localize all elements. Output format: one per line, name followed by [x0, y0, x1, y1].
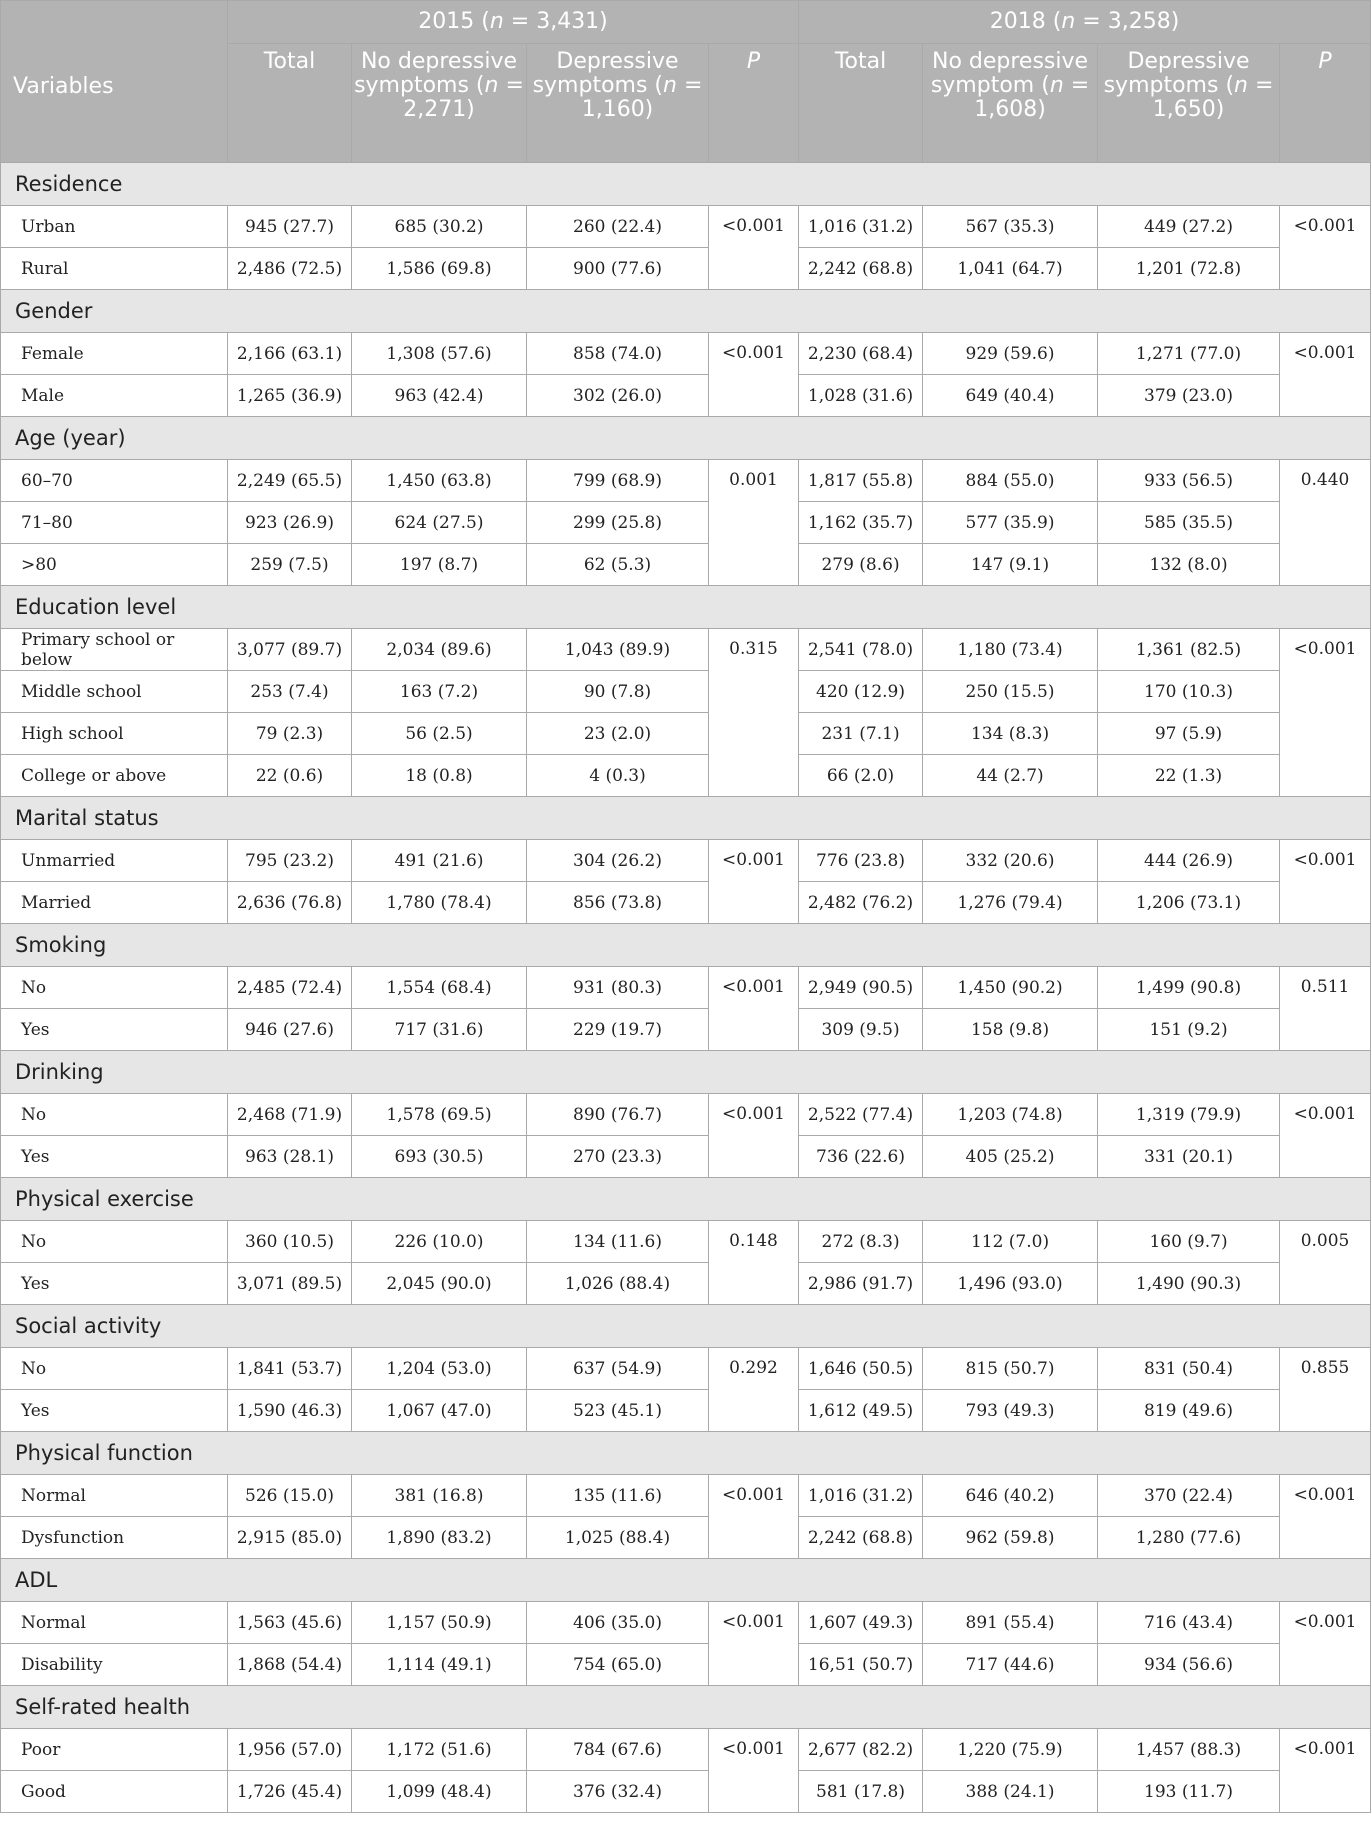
section-row	[1, 1305, 1371, 1348]
total-2015-cell: 2,249 (65.5)	[228, 460, 352, 502]
total-2018-cell: 736 (22.6)	[799, 1136, 923, 1178]
total-2015-cell: 259 (7.5)	[228, 544, 352, 586]
p-value-2018-cell: 0.005	[1280, 1221, 1371, 1305]
total-2018-cell: 272 (8.3)	[799, 1221, 923, 1263]
total-2015-cell: 795 (23.2)	[228, 840, 352, 882]
no-depressive-2015-cell: 1,099 (48.4)	[352, 1771, 527, 1813]
total-2018-cell: 309 (9.5)	[799, 1009, 923, 1051]
table-row	[1, 460, 1371, 502]
depressive-2015-cell: 799 (68.9)	[527, 460, 709, 502]
row-label: 71–80	[1, 502, 228, 544]
section-title: Drinking	[1, 1051, 1371, 1094]
depressive-2018-cell: 449 (27.2)	[1098, 206, 1280, 248]
depressive-2018-cell: 934 (56.6)	[1098, 1644, 1280, 1686]
total-2018-cell: 2,541 (78.0)	[799, 629, 923, 671]
depressive-2018-cell: 933 (56.5)	[1098, 460, 1280, 502]
section-row	[1, 586, 1371, 629]
depressive-2015-cell: 406 (35.0)	[527, 1602, 709, 1644]
no-depressive-2015-cell: 2,045 (90.0)	[352, 1263, 527, 1305]
depressive-2018-cell: 1,490 (90.3)	[1098, 1263, 1280, 1305]
row-label: Rural	[1, 248, 228, 290]
depressive-2018-cell: 1,457 (88.3)	[1098, 1729, 1280, 1771]
total-2015-cell: 1,563 (45.6)	[228, 1602, 352, 1644]
depressive-2015-cell: 856 (73.8)	[527, 882, 709, 924]
row-label: No	[1, 967, 228, 1009]
total-2015-cell: 526 (15.0)	[228, 1475, 352, 1517]
p-value-2018-cell: 0.855	[1280, 1348, 1371, 1432]
no-depressive-2018-cell: 134 (8.3)	[923, 713, 1098, 755]
table-row	[1, 629, 1371, 671]
table-body	[1, 163, 1371, 1813]
table-row	[1, 502, 1371, 544]
depressive-2018-cell: 1,271 (77.0)	[1098, 333, 1280, 375]
row-label: Unmarried	[1, 840, 228, 882]
row-label: Female	[1, 333, 228, 375]
row-label: Normal	[1, 1475, 228, 1517]
total-2015-header: Total	[228, 44, 352, 163]
total-2015-cell: 2,486 (72.5)	[228, 248, 352, 290]
depressive-2018-cell: 1,201 (72.8)	[1098, 248, 1280, 290]
depressive-2018-cell: 170 (10.3)	[1098, 671, 1280, 713]
depressive-2018-cell: 1,499 (90.8)	[1098, 967, 1280, 1009]
table-row	[1, 840, 1371, 882]
no-depressive-2015-cell: 2,034 (89.6)	[352, 629, 527, 671]
p-value-2015-cell: 0.001	[709, 460, 799, 586]
depressive-2015-header: Depressive symptoms (n = 1,160)	[527, 44, 709, 163]
depressive-2018-cell: 22 (1.3)	[1098, 755, 1280, 797]
p-value-2015-cell: <0.001	[709, 1729, 799, 1813]
depressive-2015-cell: 135 (11.6)	[527, 1475, 709, 1517]
no-depressive-2015-cell: 491 (21.6)	[352, 840, 527, 882]
table-row	[1, 713, 1371, 755]
section-title: Physical function	[1, 1432, 1371, 1475]
p-value-2018-cell: <0.001	[1280, 1094, 1371, 1178]
table-row	[1, 1348, 1371, 1390]
no-depressive-2015-cell: 1,450 (63.8)	[352, 460, 527, 502]
total-2015-cell: 945 (27.7)	[228, 206, 352, 248]
no-depressive-2018-cell: 929 (59.6)	[923, 333, 1098, 375]
row-label: Poor	[1, 1729, 228, 1771]
table-row	[1, 967, 1371, 1009]
no-depressive-2018-cell: 649 (40.4)	[923, 375, 1098, 417]
row-label: No	[1, 1348, 228, 1390]
total-2015-cell: 963 (28.1)	[228, 1136, 352, 1178]
p-value-2018-cell: 0.440	[1280, 460, 1371, 586]
p-value-2015-cell: 0.315	[709, 629, 799, 797]
total-2018-cell: 581 (17.8)	[799, 1771, 923, 1813]
no-depressive-2018-cell: 577 (35.9)	[923, 502, 1098, 544]
no-depressive-2018-cell: 793 (49.3)	[923, 1390, 1098, 1432]
no-depressive-2015-cell: 717 (31.6)	[352, 1009, 527, 1051]
year-2018-header: 2018 (n = 3,258)	[799, 1, 1371, 44]
section-title: Residence	[1, 163, 1371, 206]
section-title: Gender	[1, 290, 1371, 333]
no-depressive-2018-cell: 158 (9.8)	[923, 1009, 1098, 1051]
no-depressive-2018-cell: 717 (44.6)	[923, 1644, 1098, 1686]
section-title: Self-rated health	[1, 1686, 1371, 1729]
total-2018-cell: 1,016 (31.2)	[799, 206, 923, 248]
p-value-2018-cell: <0.001	[1280, 1729, 1371, 1813]
no-depressive-2018-cell: 405 (25.2)	[923, 1136, 1098, 1178]
section-title: Smoking	[1, 924, 1371, 967]
table-row	[1, 1729, 1371, 1771]
p-value-2015-cell: <0.001	[709, 840, 799, 924]
total-2015-cell: 923 (26.9)	[228, 502, 352, 544]
row-label: Primary school or below	[1, 629, 228, 671]
depressive-2018-cell: 193 (11.7)	[1098, 1771, 1280, 1813]
p-value-2018-cell: <0.001	[1280, 1475, 1371, 1559]
depressive-2018-cell: 819 (49.6)	[1098, 1390, 1280, 1432]
row-label: >80	[1, 544, 228, 586]
section-row	[1, 163, 1371, 206]
depressive-2015-cell: 270 (23.3)	[527, 1136, 709, 1178]
total-2018-cell: 1,646 (50.5)	[799, 1348, 923, 1390]
no-depressive-2015-cell: 1,780 (78.4)	[352, 882, 527, 924]
depressive-2015-cell: 376 (32.4)	[527, 1771, 709, 1813]
total-2015-cell: 3,071 (89.5)	[228, 1263, 352, 1305]
table-row	[1, 1771, 1371, 1813]
no-depressive-2018-cell: 891 (55.4)	[923, 1602, 1098, 1644]
section-title: Physical exercise	[1, 1178, 1371, 1221]
total-2015-cell: 946 (27.6)	[228, 1009, 352, 1051]
no-depressive-2015-cell: 1,586 (69.8)	[352, 248, 527, 290]
total-2015-cell: 1,265 (36.9)	[228, 375, 352, 417]
no-depressive-2015-cell: 56 (2.5)	[352, 713, 527, 755]
total-2018-cell: 66 (2.0)	[799, 755, 923, 797]
table-row	[1, 1136, 1371, 1178]
no-depressive-2018-cell: 567 (35.3)	[923, 206, 1098, 248]
depressive-2015-cell: 23 (2.0)	[527, 713, 709, 755]
depressive-2018-cell: 331 (20.1)	[1098, 1136, 1280, 1178]
no-depressive-2018-cell: 646 (40.2)	[923, 1475, 1098, 1517]
p-2018-header: P	[1280, 44, 1371, 163]
no-depressive-2015-cell: 1,067 (47.0)	[352, 1390, 527, 1432]
table-row	[1, 1390, 1371, 1432]
depressive-2015-cell: 900 (77.6)	[527, 248, 709, 290]
section-row	[1, 1178, 1371, 1221]
total-2018-cell: 231 (7.1)	[799, 713, 923, 755]
total-2018-cell: 2,230 (68.4)	[799, 333, 923, 375]
depressive-2015-cell: 62 (5.3)	[527, 544, 709, 586]
p-value-2018-cell: <0.001	[1280, 1602, 1371, 1686]
section-row	[1, 1051, 1371, 1094]
total-2015-cell: 22 (0.6)	[228, 755, 352, 797]
p-2015-header: P	[709, 44, 799, 163]
section-title: Age (year)	[1, 417, 1371, 460]
no-depressive-2015-cell: 226 (10.0)	[352, 1221, 527, 1263]
row-label: Male	[1, 375, 228, 417]
total-2015-cell: 2,915 (85.0)	[228, 1517, 352, 1559]
depressive-2018-cell: 132 (8.0)	[1098, 544, 1280, 586]
section-title: Marital status	[1, 797, 1371, 840]
depressive-2015-cell: 4 (0.3)	[527, 755, 709, 797]
depressive-2018-cell: 370 (22.4)	[1098, 1475, 1280, 1517]
total-2015-cell: 2,468 (71.9)	[228, 1094, 352, 1136]
no-depressive-2018-cell: 1,041 (64.7)	[923, 248, 1098, 290]
total-2015-cell: 1,868 (54.4)	[228, 1644, 352, 1686]
table-row	[1, 544, 1371, 586]
no-depressive-2015-cell: 1,114 (49.1)	[352, 1644, 527, 1686]
table-row	[1, 671, 1371, 713]
p-value-2018-cell: 0.511	[1280, 967, 1371, 1051]
depressive-2015-cell: 299 (25.8)	[527, 502, 709, 544]
table-row	[1, 882, 1371, 924]
row-label: Yes	[1, 1009, 228, 1051]
year-2015-header: 2015 (n = 3,431)	[228, 1, 799, 44]
no-depressive-2018-cell: 1,450 (90.2)	[923, 967, 1098, 1009]
no-depressive-2015-header: No depressive symptoms (n = 2,271)	[352, 44, 527, 163]
p-value-2015-cell: <0.001	[709, 333, 799, 417]
section-row	[1, 924, 1371, 967]
depressive-2018-cell: 831 (50.4)	[1098, 1348, 1280, 1390]
table-row	[1, 1517, 1371, 1559]
row-label: Disability	[1, 1644, 228, 1686]
depressive-2018-cell: 160 (9.7)	[1098, 1221, 1280, 1263]
table-row	[1, 1602, 1371, 1644]
total-2018-cell: 16,51 (50.7)	[799, 1644, 923, 1686]
depressive-2018-cell: 716 (43.4)	[1098, 1602, 1280, 1644]
row-label: High school	[1, 713, 228, 755]
no-depressive-2018-cell: 250 (15.5)	[923, 671, 1098, 713]
table-row	[1, 206, 1371, 248]
p-value-2018-cell: <0.001	[1280, 206, 1371, 290]
no-depressive-2018-header: No depressive symptom (n = 1,608)	[923, 44, 1098, 163]
variables-header: Variables	[1, 1, 228, 163]
no-depressive-2018-cell: 1,220 (75.9)	[923, 1729, 1098, 1771]
total-2018-header: Total	[799, 44, 923, 163]
no-depressive-2018-cell: 962 (59.8)	[923, 1517, 1098, 1559]
table-row	[1, 1009, 1371, 1051]
depressive-2015-cell: 784 (67.6)	[527, 1729, 709, 1771]
total-2015-cell: 1,726 (45.4)	[228, 1771, 352, 1813]
depressive-2015-cell: 890 (76.7)	[527, 1094, 709, 1136]
total-2015-cell: 1,841 (53.7)	[228, 1348, 352, 1390]
no-depressive-2015-cell: 1,308 (57.6)	[352, 333, 527, 375]
row-label: Married	[1, 882, 228, 924]
total-2018-cell: 1,162 (35.7)	[799, 502, 923, 544]
no-depressive-2015-cell: 197 (8.7)	[352, 544, 527, 586]
total-2015-cell: 2,636 (76.8)	[228, 882, 352, 924]
no-depressive-2015-cell: 1,554 (68.4)	[352, 967, 527, 1009]
depressive-2018-cell: 1,319 (79.9)	[1098, 1094, 1280, 1136]
p-value-2015-cell: <0.001	[709, 967, 799, 1051]
no-depressive-2018-cell: 1,496 (93.0)	[923, 1263, 1098, 1305]
no-depressive-2015-cell: 624 (27.5)	[352, 502, 527, 544]
depressive-2015-cell: 858 (74.0)	[527, 333, 709, 375]
row-label: Dysfunction	[1, 1517, 228, 1559]
table-row	[1, 248, 1371, 290]
depressive-2015-cell: 304 (26.2)	[527, 840, 709, 882]
total-2015-cell: 1,590 (46.3)	[228, 1390, 352, 1432]
p-value-2018-cell: <0.001	[1280, 840, 1371, 924]
depressive-2018-cell: 1,361 (82.5)	[1098, 629, 1280, 671]
p-value-2015-cell: <0.001	[709, 1602, 799, 1686]
depressive-2018-cell: 1,206 (73.1)	[1098, 882, 1280, 924]
section-row	[1, 290, 1371, 333]
depressive-2018-cell: 444 (26.9)	[1098, 840, 1280, 882]
row-label: Yes	[1, 1263, 228, 1305]
total-2018-cell: 1,607 (49.3)	[799, 1602, 923, 1644]
table-row	[1, 1644, 1371, 1686]
row-label: Yes	[1, 1390, 228, 1432]
total-2018-cell: 1,612 (49.5)	[799, 1390, 923, 1432]
section-row	[1, 1686, 1371, 1729]
row-label: 60–70	[1, 460, 228, 502]
no-depressive-2018-cell: 1,276 (79.4)	[923, 882, 1098, 924]
section-row	[1, 1432, 1371, 1475]
total-2015-cell: 2,166 (63.1)	[228, 333, 352, 375]
depressive-2015-cell: 754 (65.0)	[527, 1644, 709, 1686]
depressive-2015-cell: 931 (80.3)	[527, 967, 709, 1009]
total-2018-cell: 776 (23.8)	[799, 840, 923, 882]
section-title: Education level	[1, 586, 1371, 629]
no-depressive-2015-cell: 963 (42.4)	[352, 375, 527, 417]
row-label: Normal	[1, 1602, 228, 1644]
no-depressive-2018-cell: 147 (9.1)	[923, 544, 1098, 586]
row-label: Urban	[1, 206, 228, 248]
no-depressive-2018-cell: 388 (24.1)	[923, 1771, 1098, 1813]
p-value-2015-cell: <0.001	[709, 1094, 799, 1178]
depressive-2018-cell: 151 (9.2)	[1098, 1009, 1280, 1051]
p-value-2015-cell: <0.001	[709, 1475, 799, 1559]
row-label: Middle school	[1, 671, 228, 713]
total-2018-cell: 420 (12.9)	[799, 671, 923, 713]
table-row	[1, 1221, 1371, 1263]
section-row	[1, 417, 1371, 460]
depressive-2015-cell: 1,026 (88.4)	[527, 1263, 709, 1305]
total-2018-cell: 279 (8.6)	[799, 544, 923, 586]
no-depressive-2015-cell: 163 (7.2)	[352, 671, 527, 713]
total-2015-cell: 360 (10.5)	[228, 1221, 352, 1263]
no-depressive-2015-cell: 18 (0.8)	[352, 755, 527, 797]
p-value-2015-cell: 0.292	[709, 1348, 799, 1432]
row-label: No	[1, 1094, 228, 1136]
row-label: Yes	[1, 1136, 228, 1178]
table-row	[1, 755, 1371, 797]
no-depressive-2015-cell: 1,890 (83.2)	[352, 1517, 527, 1559]
total-2018-cell: 1,028 (31.6)	[799, 375, 923, 417]
table-row	[1, 1263, 1371, 1305]
total-2018-cell: 2,242 (68.8)	[799, 248, 923, 290]
no-depressive-2015-cell: 1,578 (69.5)	[352, 1094, 527, 1136]
no-depressive-2015-cell: 1,204 (53.0)	[352, 1348, 527, 1390]
depressive-2015-cell: 523 (45.1)	[527, 1390, 709, 1432]
depressive-2015-cell: 90 (7.8)	[527, 671, 709, 713]
section-row	[1, 1559, 1371, 1602]
depressive-2015-cell: 134 (11.6)	[527, 1221, 709, 1263]
no-depressive-2018-cell: 112 (7.0)	[923, 1221, 1098, 1263]
total-2018-cell: 2,986 (91.7)	[799, 1263, 923, 1305]
row-label: No	[1, 1221, 228, 1263]
total-2018-cell: 2,482 (76.2)	[799, 882, 923, 924]
depressive-2015-cell: 1,043 (89.9)	[527, 629, 709, 671]
total-2018-cell: 2,949 (90.5)	[799, 967, 923, 1009]
total-2018-cell: 1,016 (31.2)	[799, 1475, 923, 1517]
no-depressive-2015-cell: 693 (30.5)	[352, 1136, 527, 1178]
total-2015-cell: 3,077 (89.7)	[228, 629, 352, 671]
depressive-2015-cell: 260 (22.4)	[527, 206, 709, 248]
total-2015-cell: 1,956 (57.0)	[228, 1729, 352, 1771]
total-2018-cell: 2,522 (77.4)	[799, 1094, 923, 1136]
p-value-2018-cell: <0.001	[1280, 629, 1371, 797]
row-label: Good	[1, 1771, 228, 1813]
section-title: Social activity	[1, 1305, 1371, 1348]
depressive-2015-cell: 229 (19.7)	[527, 1009, 709, 1051]
total-2018-cell: 2,242 (68.8)	[799, 1517, 923, 1559]
p-value-2015-cell: 0.148	[709, 1221, 799, 1305]
row-label: College or above	[1, 755, 228, 797]
section-title: ADL	[1, 1559, 1371, 1602]
depressive-2015-cell: 1,025 (88.4)	[527, 1517, 709, 1559]
no-depressive-2015-cell: 381 (16.8)	[352, 1475, 527, 1517]
no-depressive-2015-cell: 1,172 (51.6)	[352, 1729, 527, 1771]
section-row	[1, 797, 1371, 840]
depressive-2015-cell: 302 (26.0)	[527, 375, 709, 417]
no-depressive-2018-cell: 1,203 (74.8)	[923, 1094, 1098, 1136]
depressive-2018-cell: 379 (23.0)	[1098, 375, 1280, 417]
p-value-2018-cell: <0.001	[1280, 333, 1371, 417]
table-row	[1, 1094, 1371, 1136]
total-2015-cell: 79 (2.3)	[228, 713, 352, 755]
depressive-2018-cell: 97 (5.9)	[1098, 713, 1280, 755]
table-row	[1, 333, 1371, 375]
depressive-2018-cell: 1,280 (77.6)	[1098, 1517, 1280, 1559]
table-row	[1, 1475, 1371, 1517]
total-2015-cell: 2,485 (72.4)	[228, 967, 352, 1009]
depressive-2015-cell: 637 (54.9)	[527, 1348, 709, 1390]
no-depressive-2018-cell: 815 (50.7)	[923, 1348, 1098, 1390]
table-row	[1, 375, 1371, 417]
total-2018-cell: 2,677 (82.2)	[799, 1729, 923, 1771]
depressive-2018-cell: 585 (35.5)	[1098, 502, 1280, 544]
no-depressive-2018-cell: 884 (55.0)	[923, 460, 1098, 502]
no-depressive-2015-cell: 1,157 (50.9)	[352, 1602, 527, 1644]
no-depressive-2015-cell: 685 (30.2)	[352, 206, 527, 248]
total-2015-cell: 253 (7.4)	[228, 671, 352, 713]
no-depressive-2018-cell: 44 (2.7)	[923, 755, 1098, 797]
no-depressive-2018-cell: 332 (20.6)	[923, 840, 1098, 882]
no-depressive-2018-cell: 1,180 (73.4)	[923, 629, 1098, 671]
depressive-2018-header: Depressive symptoms (n = 1,650)	[1098, 44, 1280, 163]
p-value-2015-cell: <0.001	[709, 206, 799, 290]
total-2018-cell: 1,817 (55.8)	[799, 460, 923, 502]
